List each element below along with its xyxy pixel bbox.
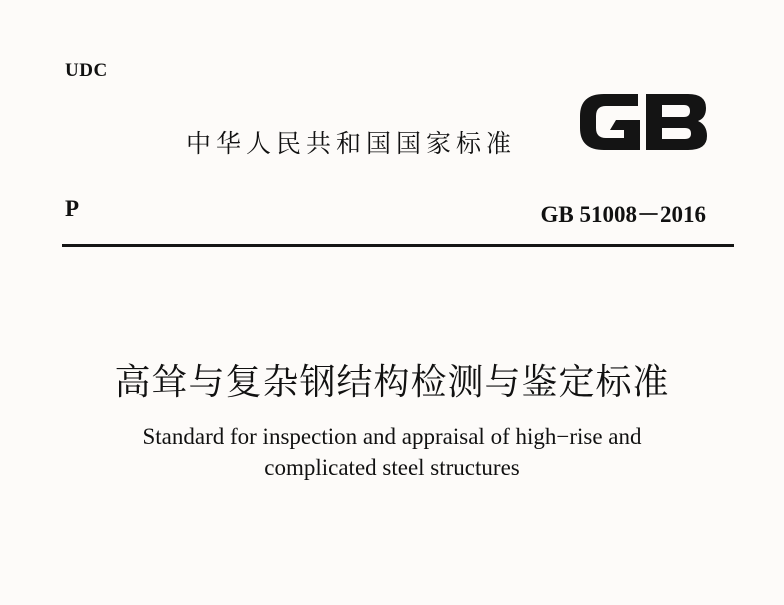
udc-label: UDC — [65, 60, 108, 81]
header-divider — [62, 244, 734, 247]
standard-number: GB 51008－2016 — [540, 202, 706, 227]
title-english-line1: Standard for inspection and appraisal of high−rise and — [142, 424, 642, 449]
gb-logo-b-shape — [646, 94, 707, 150]
title-english-line2: complicated steel structures — [264, 455, 520, 480]
national-standard-heading: 中华人民共和国国家标准 — [186, 129, 517, 158]
gb-logo — [576, 86, 710, 158]
gb-logo-g-shape — [580, 94, 640, 150]
category-code: P — [65, 196, 80, 221]
title-chinese: 高耸与复杂钢结构检测与鉴定标准 — [114, 362, 670, 403]
